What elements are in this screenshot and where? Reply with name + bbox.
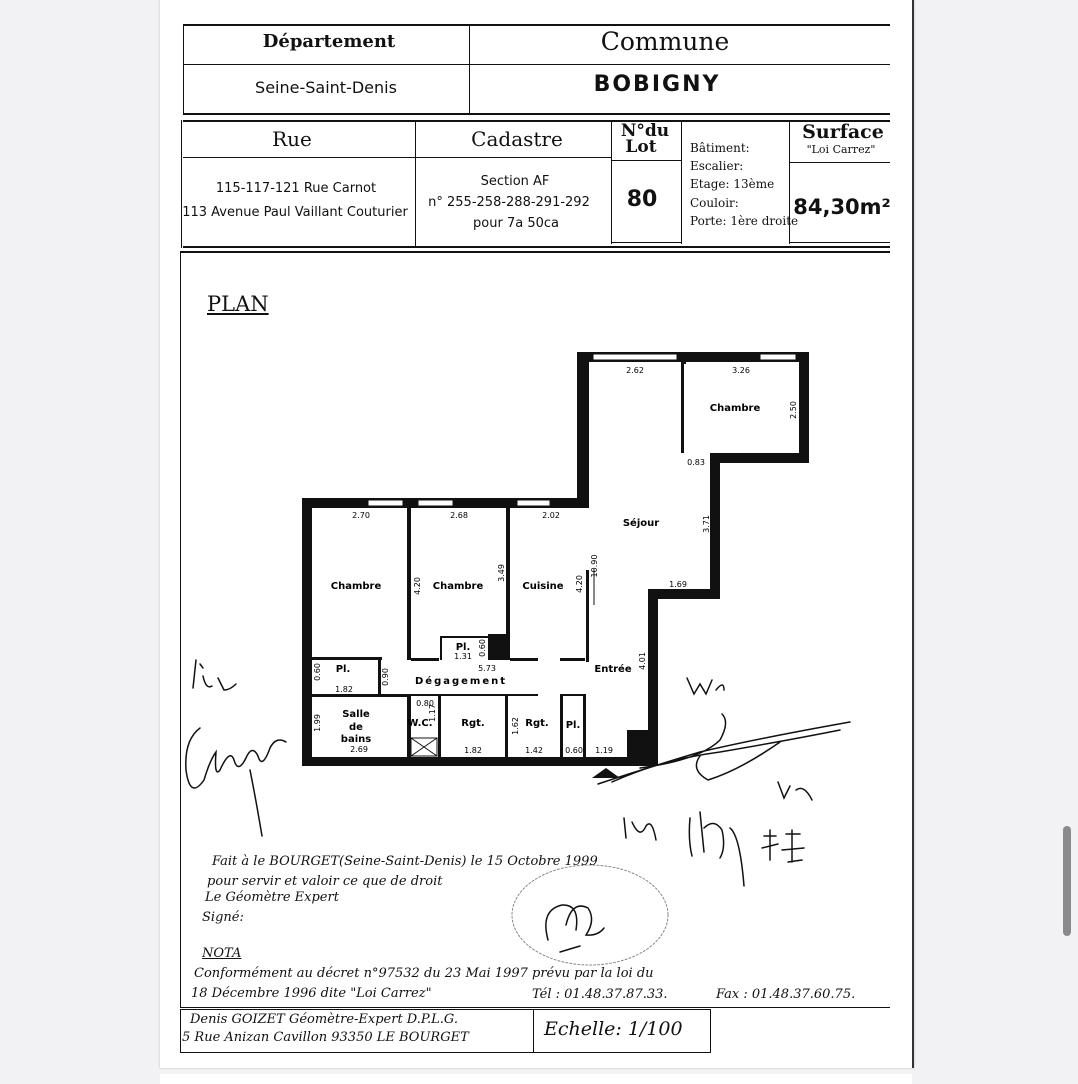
departement-value: Seine-Saint-Denis [255,78,397,97]
dim-label: 4.01 [638,652,647,670]
wall-int [407,508,411,660]
room-salle-2: de [349,722,363,733]
wall-int [312,694,408,697]
signature-mark [193,660,236,690]
fax-line: Fax : 01.48.37.60.75. [716,987,856,1002]
room-entree: Entrée [594,664,632,675]
lot-label-2: Lot [625,137,657,157]
wall-east-top [799,352,809,463]
cadastre-line-3: pour 7a 50ca [473,216,559,231]
dim-label: 1.42 [525,746,543,755]
servir-line: pour servir et valoir ce que de droit [207,874,443,889]
wall-int [560,694,584,696]
room-chambre-top: Chambre [709,403,761,414]
room-chambre-left: Chambre [330,581,382,592]
dim-label: 10.90 [590,554,599,578]
wall-int [510,658,538,661]
departement-label: Département [262,31,396,52]
wall-int [441,694,507,696]
tel-line: Tél : 01.48.37.87.33. [532,987,668,1002]
wall-int [560,658,585,661]
signature-mark [624,812,744,886]
room-degagement: Dégagement [414,676,508,687]
signature-mark [546,905,604,952]
geometre-name: Denis GOIZET Géomètre-Expert D.P.L.G. [190,1012,458,1027]
stamp-circle [512,865,668,965]
room-rgt-1: Rgt. [461,718,485,729]
wall-step-2 [648,589,720,599]
wall-int [506,508,510,660]
room-chambre-mid: Chambre [432,581,484,592]
etage-field: Etage: 13ème [690,177,775,191]
couloir-field: Couloir: [690,196,739,210]
wall-int [681,362,684,453]
wall-int [508,694,538,696]
dim-label: 1.62 [511,717,520,735]
room-sejour: Séjour [622,518,660,529]
wall-step-1 [710,453,809,463]
geometre-line: Le Géomètre Expert [205,890,339,905]
dim-label: 2.69 [350,745,368,754]
echelle-value: Echelle: 1/100 [544,1018,683,1040]
window [593,354,677,360]
dim-label: 1.17 [428,704,437,722]
room-cuisine: Cuisine [522,581,564,592]
commune-label: Commune [600,27,730,56]
dim-label: 0.60 [313,663,322,681]
dim-label: 1.82 [464,746,482,755]
dim-label: 1.31 [454,652,472,661]
window [517,500,550,506]
escalier-field: Escalier: [690,159,744,173]
entry-arrow [592,768,620,778]
dim-label: 1.99 [313,714,322,732]
signature-mark [762,830,804,862]
dim-label: 1.69 [669,580,687,589]
dim-label: 0.83 [687,458,705,467]
signature-mark [687,678,724,694]
rue-label: Rue [272,127,312,151]
wall-int [411,694,439,696]
lot-label-1: N°du [620,121,670,141]
cadastre-line-1: Section AF [480,174,550,189]
wall-int [440,636,490,638]
wall-block-entry [627,730,657,763]
room-salle-1: Salle [342,709,370,720]
walls [302,352,809,766]
dim-label: 5.73 [478,664,496,673]
lot-value: 80 [626,187,658,212]
dim-label: 1.19 [595,746,613,755]
plan-title: PLAN [207,292,269,316]
rue-line-1: 115-117-121 Rue Carnot [215,181,377,196]
dim-label: 0.90 [381,668,390,686]
wall-int [560,694,563,758]
wall-int [505,694,508,758]
rue-line-2: 113 Avenue Paul Vaillant Couturier [182,205,408,220]
nota-heading: NOTA [202,946,242,961]
wall-int [440,636,442,660]
dim-label: 0.60 [478,639,487,657]
dim-label: 2.70 [352,511,370,520]
wall-east-mid [710,453,720,599]
porte-field: Porte: 1ère droite [690,214,799,228]
room-pl-2: Pl. [455,642,471,653]
window [368,500,403,506]
wall-int [411,658,439,661]
wall-int [586,570,589,662]
decembre-line: 18 Décembre 1996 dite "Loi Carrez" [191,986,432,1001]
dim-label: 2.50 [789,401,798,419]
wall-int [684,362,686,364]
wall-north-step [577,352,589,508]
signature-mark [186,728,286,836]
dim-label: 2.68 [450,511,468,520]
dim-label: 3.26 [732,366,750,375]
signature-mark [778,782,812,800]
surface-label: Surface [802,121,884,143]
dim-label: 2.02 [542,511,560,520]
surface-sub: "Loi Carrez" [806,143,876,156]
dim-label: 1.82 [335,685,353,694]
room-rgt-2: Rgt. [525,718,549,729]
dim-label: 4.20 [575,575,584,593]
room-salle-3: bains [340,734,372,745]
dim-label: 0.80 [416,699,434,708]
room-pl-1: Pl. [335,664,351,675]
wall-west [302,498,312,765]
batiment-field: Bâtiment: [690,141,750,155]
wall-south [302,757,658,766]
wall-int [312,657,382,660]
handwritten-signatures [186,660,850,965]
wall-int [438,694,441,758]
window [418,500,453,506]
dim-label: 3.71 [702,515,711,533]
window [760,354,796,360]
dim-label: 4.20 [413,577,422,595]
wall-int [583,694,586,758]
geometre-address: 5 Rue Anizan Cavillon 93350 LE BOURGET [182,1030,469,1045]
cadastre-line-2: n° 255-258-288-291-292 [428,195,590,210]
fait-line: Fait à le BOURGET(Seine-Saint-Denis) le 15 Octobre 1999 [212,854,598,869]
room-pl-3: Pl. [565,720,581,731]
commune-value: BOBIGNY [593,72,721,97]
signe-line: Signé: [202,910,244,925]
dim-label: 0.60 [565,746,583,755]
conforme-line: Conformément au décret n°97532 du 23 Mai 1997 prévu par la loi du [194,966,654,981]
dim-label: 2.62 [626,366,644,375]
cadastre-label: Cadastre [471,127,563,151]
wc-hatch [411,738,437,756]
surface-value: 84,30m² [793,195,891,219]
room-wc: W.C. [407,718,433,729]
dim-label: 3.49 [497,564,506,582]
